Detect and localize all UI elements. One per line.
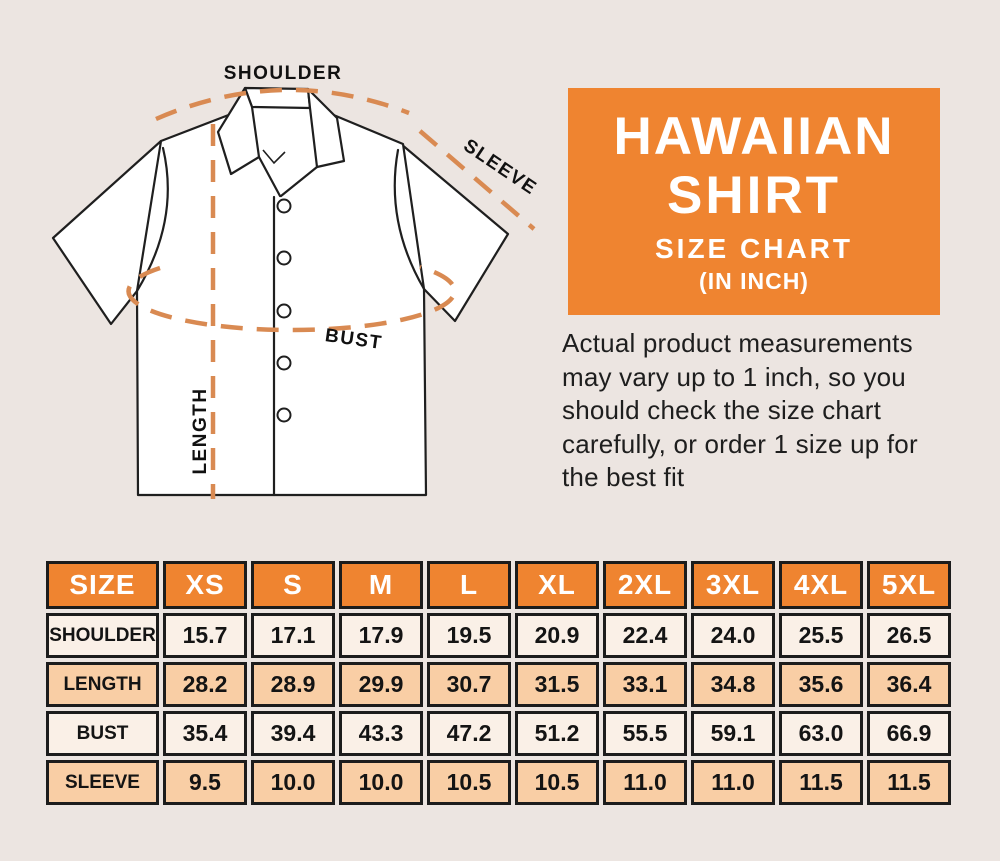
cell: 11.0 [691, 760, 775, 805]
column-header-size: SIZE [46, 561, 159, 609]
cell: 17.9 [339, 613, 423, 658]
column-header-xs: XS [163, 561, 247, 609]
size-chart-table [42, 557, 955, 809]
cell: 63.0 [779, 711, 863, 756]
table-row-shoulder [46, 613, 951, 658]
cell: 43.3 [339, 711, 423, 756]
cell: 31.5 [515, 662, 599, 707]
row-label: LENGTH [46, 662, 159, 707]
cell: 26.5 [867, 613, 951, 658]
title-line-1: HAWAIIAN [613, 107, 895, 166]
row-label: BUST [46, 711, 159, 756]
row-label: SLEEVE [46, 760, 159, 805]
cell: 10.5 [515, 760, 599, 805]
cell: 30.7 [427, 662, 511, 707]
cell: 29.9 [339, 662, 423, 707]
table-row-sleeve [46, 760, 951, 805]
title-subtitle: SIZE CHART [655, 233, 853, 264]
cell: 25.5 [779, 613, 863, 658]
cell: 47.2 [427, 711, 511, 756]
column-header-4xl: 4XL [779, 561, 863, 609]
column-header-m: M [339, 561, 423, 609]
cell: 10.0 [251, 760, 335, 805]
title-unit-note: (IN INCH) [699, 268, 809, 294]
cell: 20.9 [515, 613, 599, 658]
description-line: the best fit [562, 462, 685, 492]
cell: 59.1 [691, 711, 775, 756]
cell: 34.8 [691, 662, 775, 707]
length-label: LENGTH [190, 387, 211, 475]
cell: 33.1 [603, 662, 687, 707]
title-line-2: SHIRT [667, 166, 841, 225]
table-row-bust [46, 711, 951, 756]
size-chart-table-wrap [42, 557, 955, 809]
cell: 66.9 [867, 711, 951, 756]
column-header-xl: XL [515, 561, 599, 609]
cell: 11.5 [779, 760, 863, 805]
table-row-length [46, 662, 951, 707]
cell: 36.4 [867, 662, 951, 707]
cell: 11.0 [603, 760, 687, 805]
column-header-2xl: 2XL [603, 561, 687, 609]
cell: 17.1 [251, 613, 335, 658]
column-header-s: S [251, 561, 335, 609]
cell: 19.5 [427, 613, 511, 658]
column-header-5xl: 5XL [867, 561, 951, 609]
description-line: carefully, or order 1 size up for [562, 428, 918, 459]
cell: 10.0 [339, 760, 423, 805]
description-line: Actual product measurements [562, 328, 913, 358]
column-header-l: L [427, 561, 511, 609]
cell: 55.5 [603, 711, 687, 756]
cell: 35.4 [163, 711, 247, 756]
cell: 39.4 [251, 711, 335, 756]
cell: 51.2 [515, 711, 599, 756]
cell: 28.2 [163, 662, 247, 707]
cell: 11.5 [867, 760, 951, 805]
shirt-body [137, 106, 426, 495]
cell: 28.9 [251, 662, 335, 707]
description-line: may vary up to 1 inch, so you [562, 361, 906, 392]
title-box [568, 88, 940, 315]
bust-label: BUST [323, 325, 384, 354]
shirt-outline-group [53, 88, 508, 495]
cell: 22.4 [603, 613, 687, 658]
description-text [562, 327, 982, 495]
shoulder-label: SHOULDER [223, 63, 343, 84]
cell: 9.5 [163, 760, 247, 805]
description-line: should check the size chart [562, 395, 882, 425]
row-label: SHOULDER [46, 613, 159, 658]
cell: 24.0 [691, 613, 775, 658]
cell: 10.5 [427, 760, 511, 805]
cell: 15.7 [163, 613, 247, 658]
cell: 35.6 [779, 662, 863, 707]
shirt-measurement-diagram [0, 0, 560, 545]
sleeve-label: SLEEVE [459, 135, 541, 200]
column-header-3xl: 3XL [691, 561, 775, 609]
header-row [46, 561, 951, 609]
